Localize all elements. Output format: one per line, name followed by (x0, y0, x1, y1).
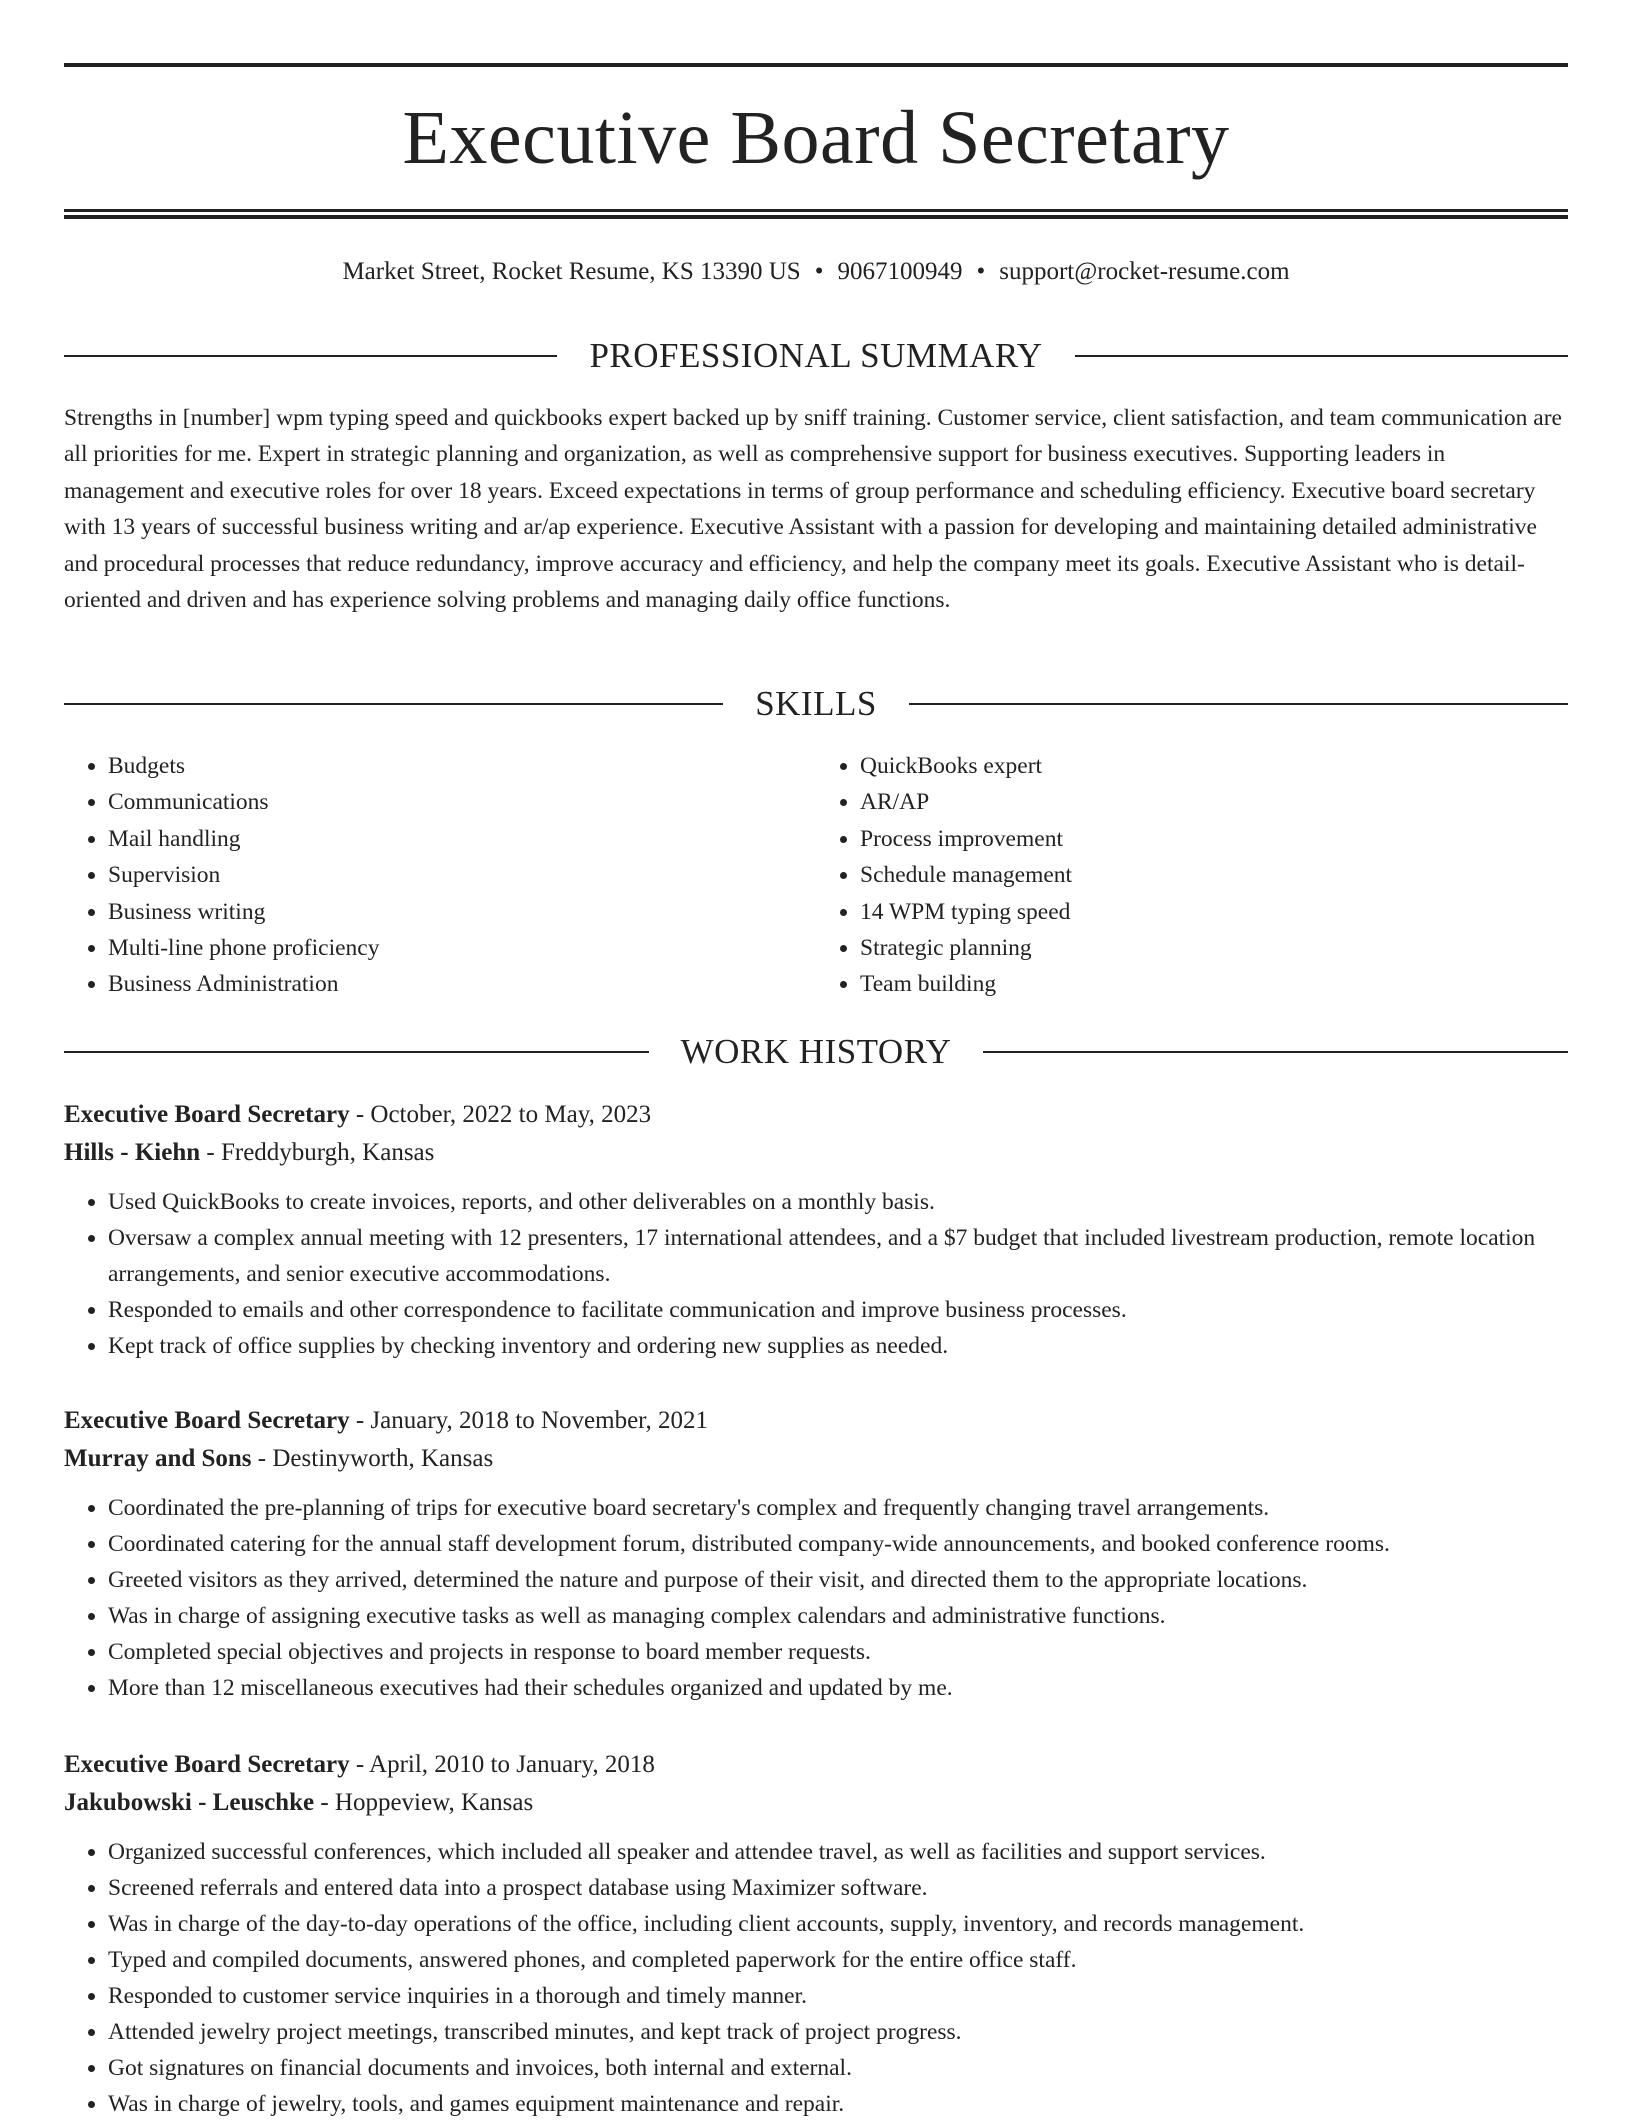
job-location: - Hoppeview, Kansas (314, 1789, 534, 1816)
job-bullet: • Oversaw a complex annual meeting with 12 presenters, 17 international attendees, and a $7 budget that included livestream production, remote location arrangements, and senior executive accommodations. (108, 1220, 1568, 1292)
contact-separator: • (976, 258, 986, 285)
skills-column-right (816, 748, 1568, 1003)
job-location: - Freddyburgh, Kansas (200, 1139, 435, 1166)
job-bullet: • Was in charge of the day-to-day operations of the office, including client accounts, supply, inventory, and records management. (108, 1906, 1568, 1942)
contact-separator: • (814, 258, 824, 285)
section-heading-skills (64, 684, 1568, 724)
job-bullets (64, 1490, 1568, 1706)
job-dates: - April, 2010 to January, 2018 (349, 1751, 655, 1778)
summary-text: Strengths in [number] wpm typing speed and quickbooks expert backed up by sniff training. Customer service, client satisfaction, and team communication are all priorities for me. Expert in strategic planning and organization, as well as comprehensive support for business executives. Supporting leaders in management and executive roles for over 18 years. Exceed expectations in terms of group performance and scheduling efficiency. Executive board secretary with 13 years of successful business writing and ar/ap experience. Executive Assistant with a passion for developing and maintaining detailed administrative and procedural processes that reduce redundancy, improve accuracy and efficiency, and help the company meet its goals. Executive Assistant who is detail-oriented and driven and has experience solving problems and managing daily office functions. (64, 405, 1562, 614)
skill-item: • Mail handling (108, 821, 816, 857)
contact-line (64, 255, 1568, 289)
job-bullet: • Organized successful conferences, which included all speaker and attendee travel, as well as facilities and support services. (108, 1834, 1568, 1870)
job-title-line (64, 1096, 1568, 1134)
contact-address: Market Street, Rocket Resume, KS 13390 US (342, 258, 801, 285)
job-bullet: • Completed special objectives and projects in response to board member requests. (108, 1634, 1568, 1670)
heading-rule (909, 703, 1568, 705)
top-rule (64, 63, 1568, 67)
job-bullets (64, 1184, 1568, 1364)
section-heading-work-history (64, 1032, 1568, 1072)
title-double-rule (64, 209, 1568, 219)
job-company-line (64, 1440, 1568, 1478)
heading-rule (64, 703, 723, 705)
skill-item: • 14 WPM typing speed (860, 894, 1568, 930)
job-bullet: • Was in charge of jewelry, tools, and games equipment maintenance and repair. (108, 2086, 1568, 2122)
job-entry (64, 1402, 1568, 1706)
heading-rule (64, 1051, 649, 1053)
job-bullet: • Coordinated the pre-planning of trips for executive board secretary's complex and frequently changing travel arrangements. (108, 1490, 1568, 1526)
heading-rule (1075, 355, 1568, 357)
skill-item: • AR/AP (860, 784, 1568, 820)
section-heading-summary (64, 336, 1568, 376)
heading-rule (64, 355, 557, 357)
skill-item: • Supervision (108, 857, 816, 893)
heading-rule (983, 1051, 1568, 1053)
skill-item: • Strategic planning (860, 930, 1568, 966)
job-dates: - January, 2018 to November, 2021 (349, 1407, 708, 1434)
job-company-line (64, 1134, 1568, 1172)
job-bullet: • Coordinated catering for the annual staff development forum, distributed company-wide announcements, and booked conference rooms. (108, 1526, 1568, 1562)
job-bullet: • Used QuickBooks to create invoices, reports, and other deliverables on a monthly basis. (108, 1184, 1568, 1220)
contact-email: support@rocket-resume.com (999, 258, 1290, 285)
skill-item: • Budgets (108, 748, 816, 784)
skill-item: • Business writing (108, 894, 816, 930)
skills-column-left (64, 748, 816, 1003)
job-entry (64, 1746, 1568, 2122)
skill-item: • Process improvement (860, 821, 1568, 857)
skill-item: • Communications (108, 784, 816, 820)
skills-list (64, 748, 1568, 1003)
job-bullet: • More than 12 miscellaneous executives had their schedules organized and updated by me. (108, 1670, 1568, 1706)
skill-item: • Team building (860, 966, 1568, 1002)
job-bullet: • Was in charge of assigning executive tasks as well as managing complex calendars and administrative functions. (108, 1598, 1568, 1634)
job-bullet: • Attended jewelry project meetings, transcribed minutes, and kept track of project progress. (108, 2014, 1568, 2050)
job-company-line (64, 1784, 1568, 1822)
skill-item: • QuickBooks expert (860, 748, 1568, 784)
resume-title: Executive Board Secretary (402, 96, 1230, 180)
job-bullet: • Screened referrals and entered data into a prospect database using Maximizer software. (108, 1870, 1568, 1906)
job-bullet: • Typed and compiled documents, answered phones, and completed paperwork for the entire office staff. (108, 1942, 1568, 1978)
skill-item: • Business Administration (108, 966, 816, 1002)
job-bullet: • Kept track of office supplies by checking inventory and ordering new supplies as needed. (108, 1328, 1568, 1364)
job-company: Jakubowski - Leuschke (64, 1789, 315, 1816)
job-bullet: • Got signatures on financial documents and invoices, both internal and external. (108, 2050, 1568, 2086)
job-title-line (64, 1746, 1568, 1784)
job-bullets (64, 1834, 1568, 2122)
skill-item: • Multi-line phone proficiency (108, 930, 816, 966)
skill-item: • Schedule management (860, 857, 1568, 893)
job-company: Hills - Kiehn (64, 1139, 201, 1166)
section-title: SKILLS (755, 684, 877, 723)
job-dates: - October, 2022 to May, 2023 (349, 1101, 652, 1128)
job-location: - Destinyworth, Kansas (251, 1445, 494, 1472)
job-bullet: • Greeted visitors as they arrived, determined the nature and purpose of their visit, and directed them to the appropriate locations. (108, 1562, 1568, 1598)
job-bullet: • Responded to customer service inquiries in a thorough and timely manner. (108, 1978, 1568, 2014)
section-title: PROFESSIONAL SUMMARY (589, 336, 1043, 375)
job-entry (64, 1096, 1568, 1364)
job-title: Executive Board Secretary (64, 1101, 350, 1128)
job-title-line (64, 1402, 1568, 1440)
job-bullet: • Responded to emails and other correspondence to facilitate communication and improve business processes. (108, 1292, 1568, 1328)
contact-phone: 9067100949 (837, 258, 963, 285)
job-company: Murray and Sons (64, 1445, 252, 1472)
job-title: Executive Board Secretary (64, 1751, 350, 1778)
job-title: Executive Board Secretary (64, 1407, 350, 1434)
section-title: WORK HISTORY (680, 1032, 952, 1071)
